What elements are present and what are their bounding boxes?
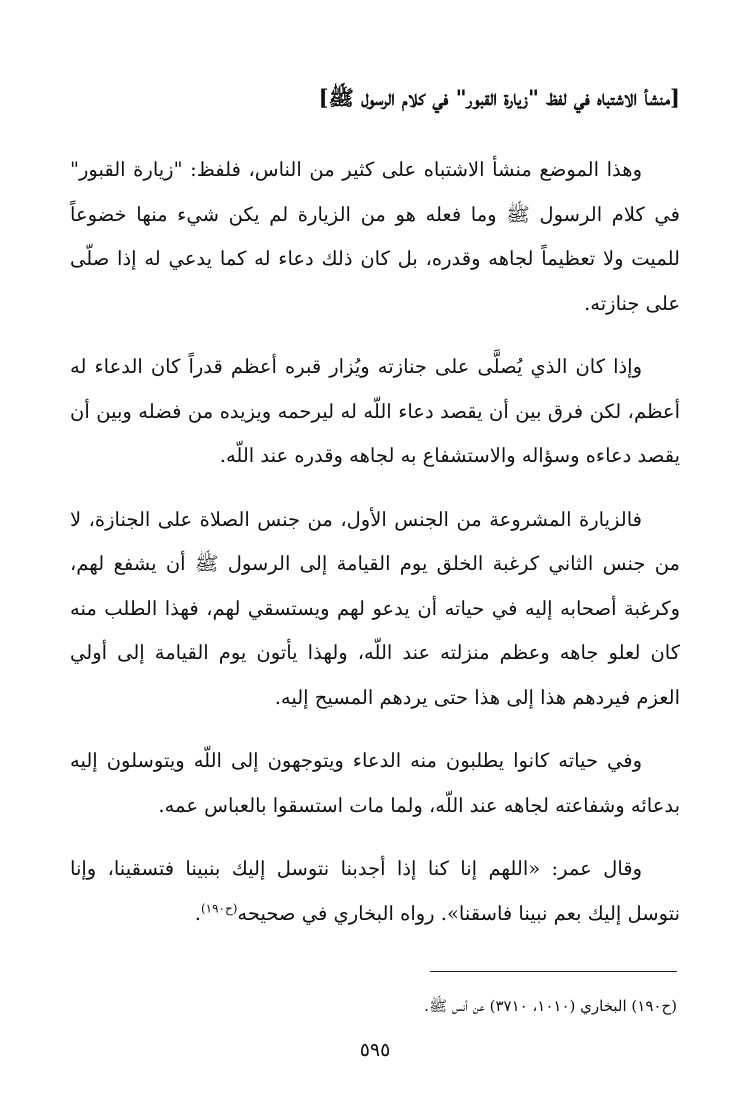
paragraph-3: فالزيارة المشروعة من الجنس الأول، من جنس الصلاة على الجنازة، لا من جنس الثاني كرغبة الخلق يوم القيامة إلى الرسول ﷺ أن يشفع لهم، وكرغبة أصحابه إليه في حياته أن يدعو لهم ويستسقي لهم، فهذا الطلب منه كان لعلو جاهه وعظم منزلته عند اللّه، ولهذا يأتون يوم القيامة إلى أولي العزم فيردهم هذا إلى هذا حتى يردهم المسيح إليه. (70, 507, 680, 709)
paragraph-1: وهذا الموضع منشأ الاشتباه على كثير من الناس، فلفظ: "زيارة القبور" في كلام الرسول ﷺ وما فعله هو من الزيارة لم يكن شيء منها خضوعاً للميت ولا تعظيماً لجاهه وقدره، بل كان ذلك دعاء له كما يدعي له إذا صلّى على جنازته. (70, 158, 680, 315)
paragraph-5-text: وقال عمر: «اللهم إنا كنا إذا أجدبنا نتوسل إليك بنبينا فتسقينا، وإنا نتوسل إليك بعم نبينا فاسقنا». رواه البخاري في صحيحه (70, 857, 680, 925)
paragraph-5-end: . (194, 901, 201, 925)
paragraph-5 (70, 847, 680, 936)
page-body (70, 78, 680, 955)
paragraph-2: وإذا كان الذي يُصلَّى على جنازته ويُزار قبره أعظم قدراً كان الدعاء له أعظم، لكن فرق بين أن يقصد دعاء اللّه له ليرحمه ويزيده من فضله وبين أن يقصد دعاءه وسؤاله والاستشفاع به لجاهه وقدره عند اللّه. (70, 355, 680, 467)
footnote-reference: (ح١٩٠) (200, 901, 238, 915)
paragraph-4: وفي حياته كانوا يطلبون منه الدعاء ويتوجهون إلى اللّه ويتوسلون إليه بدعائه وشفاعته لجاهه عند اللّه، ولما مات استسقوا بالعباس عمه. (70, 749, 680, 817)
page-number: ٥٩٥ (359, 1039, 391, 1061)
section-heading: [منشأ الاشتباه في لفظ "زيارة القبور" في كلام الرسول ﷺ] (318, 85, 680, 110)
footnote: (ح١٩٠) البخاري (١٠١٠، ٣٧١٠) عن أنس ﷺ. (424, 997, 677, 1015)
footnote-divider (430, 971, 677, 972)
